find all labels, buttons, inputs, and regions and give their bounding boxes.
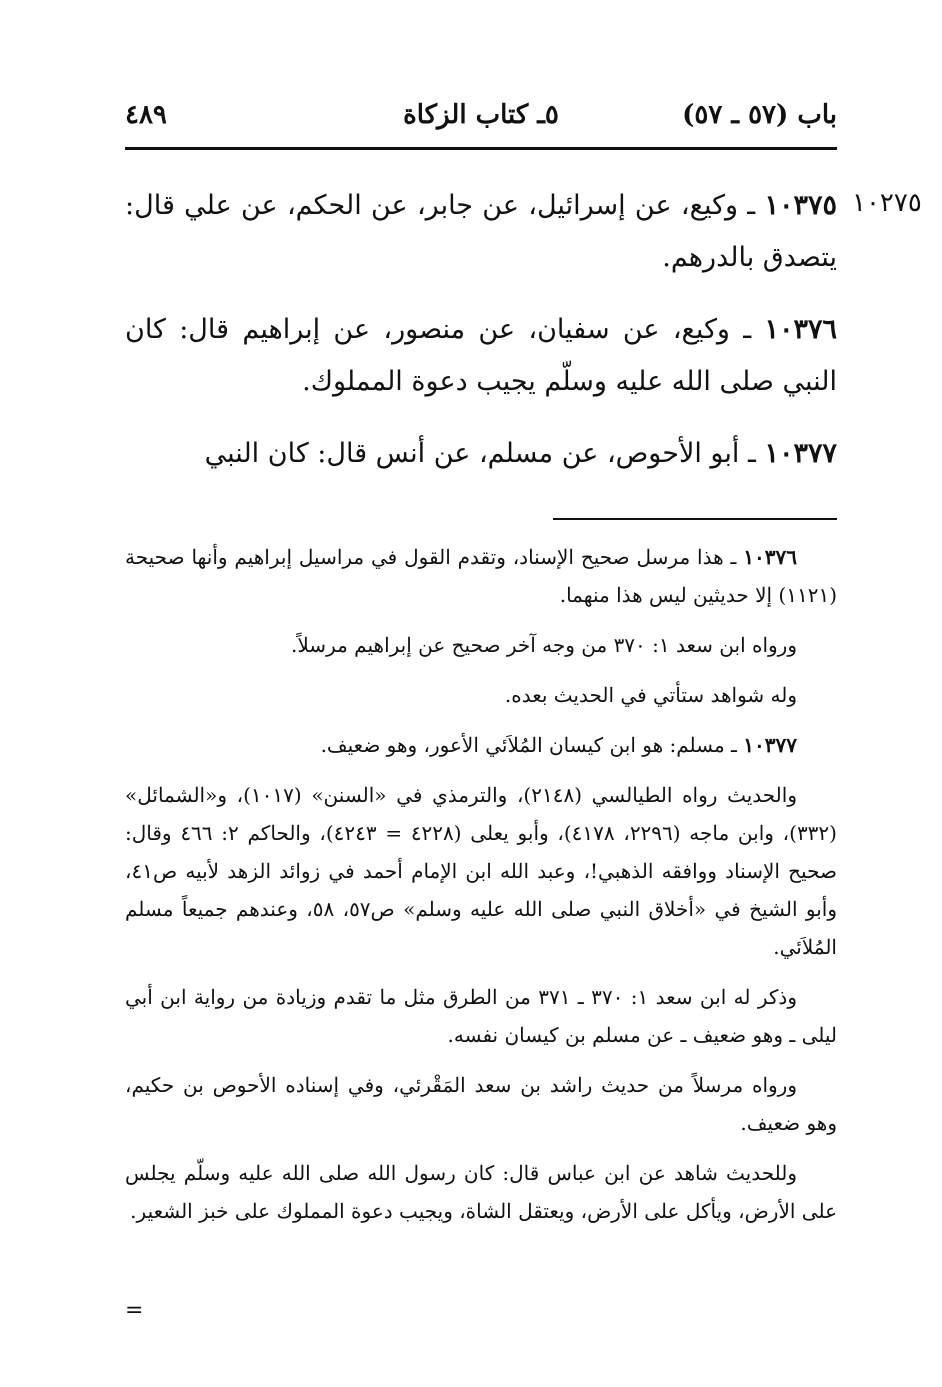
hadith-number: ١٠٣٧٥: [764, 190, 837, 221]
hadith-number: ١٠٣٧٧: [764, 438, 837, 469]
page-header: [125, 100, 837, 140]
chapter-heading: باب (٥٧ ـ ٥٧): [682, 100, 837, 130]
footnote-number: ١٠٣٧٦: [743, 545, 797, 569]
footnote-separator: [553, 518, 837, 520]
hadith-text: ـ أبو الأحوص، عن مسلم، عن أنس قال: كان النبي: [204, 438, 765, 469]
hadith-number: ١٠٣٧٦: [764, 314, 837, 345]
footnote-text: ـ مسلم: هو ابن كيسان المُلاَئي الأعور، وهو ضعيف.: [320, 733, 744, 757]
footnote-paragraph: وله شواهد ستأتي في الحديث بعده.: [504, 683, 797, 707]
margin-reference-number: ١٠٢٧٥: [852, 188, 922, 218]
footnote-paragraph: ورواه ابن سعد ١: ٣٧٠ من وجه آخر صحيح عن إبراهيم مرسلاً.: [291, 633, 797, 657]
footnote-paragraph: [125, 538, 837, 614]
hadith-paragraph: [125, 304, 837, 408]
hadith-paragraph: [125, 180, 837, 284]
page-number: ٤٨٩: [125, 100, 167, 130]
footnote-number: ١٠٣٧٧: [743, 733, 797, 757]
footnote-paragraph: وللحديث شاهد عن ابن عباس قال: كان رسول الله صلى الله عليه وسلّم يجلس على الأرض، ويأكل على الأرض، ويعتقل الشاة، ويجيب دعوة المملوك على خبز الشعير.: [125, 1161, 837, 1223]
footnote-text: ـ هذا مرسل صحيح الإسناد، وتقدم القول في مراسيل إبراهيم وأنها صحيحة (١١٢١) إلا حديثين ليس هذا منهما.: [125, 545, 837, 607]
footnote-paragraph: ورواه مرسلاً من حديث راشد بن سعد المَقْرئي، وفي إسناده الأحوص بن حكيم، وهو ضعيف.: [125, 1073, 837, 1135]
hadith-text: ـ وكيع، عن سفيان، عن منصور، عن إبراهيم قال: كان النبي صلى الله عليه وسلّم يجيب دعوة المملوك.: [125, 314, 837, 397]
footnote-paragraph: وذكر له ابن سعد ١: ٣٧٠ ـ ٣٧١ من الطرق مثل ما تقدم وزيادة من رواية ابن أبي ليلى ـ وهو ضعيف ـ عن مسلم بن كيسان نفسه.: [125, 985, 837, 1047]
header-rule: [125, 147, 837, 150]
book-title: ٥ـ كتاب الزكاة: [403, 100, 559, 130]
footnote-paragraph: والحديث رواه الطيالسي (٢١٤٨)، والترمذي في «السنن» (١٠١٧)، و«الشمائل» (٣٣٢)، وابن ماجه (٢٢٩٦، ٤١٧٨)، وأبو يعلى (٤٢٢٨ = ٤٢٤٣)، والحاكم ٢: ٤٦٦ وقال: صحيح الإسناد ووافقه الذهبي!، وعبد الله ابن الإمام أحمد في زوائد الزهد لأبيه ص٤١، وأبو الشيخ في «أخلاق النبي صلى الله عليه وسلم» ص٥٧، ٥٨، وعندهم جميعاً مسلم المُلاَئي.: [125, 783, 838, 959]
footnote-paragraph: [125, 726, 837, 764]
footnotes: [125, 538, 837, 1242]
hadith-text: ـ وكيع، عن إسرائيل، عن جابر، عن الحكم، عن علي قال: يتصدق بالدرهم.: [125, 190, 837, 273]
main-text: [125, 180, 837, 500]
hadith-paragraph: [125, 428, 837, 480]
continuation-mark: =: [125, 1298, 144, 1323]
